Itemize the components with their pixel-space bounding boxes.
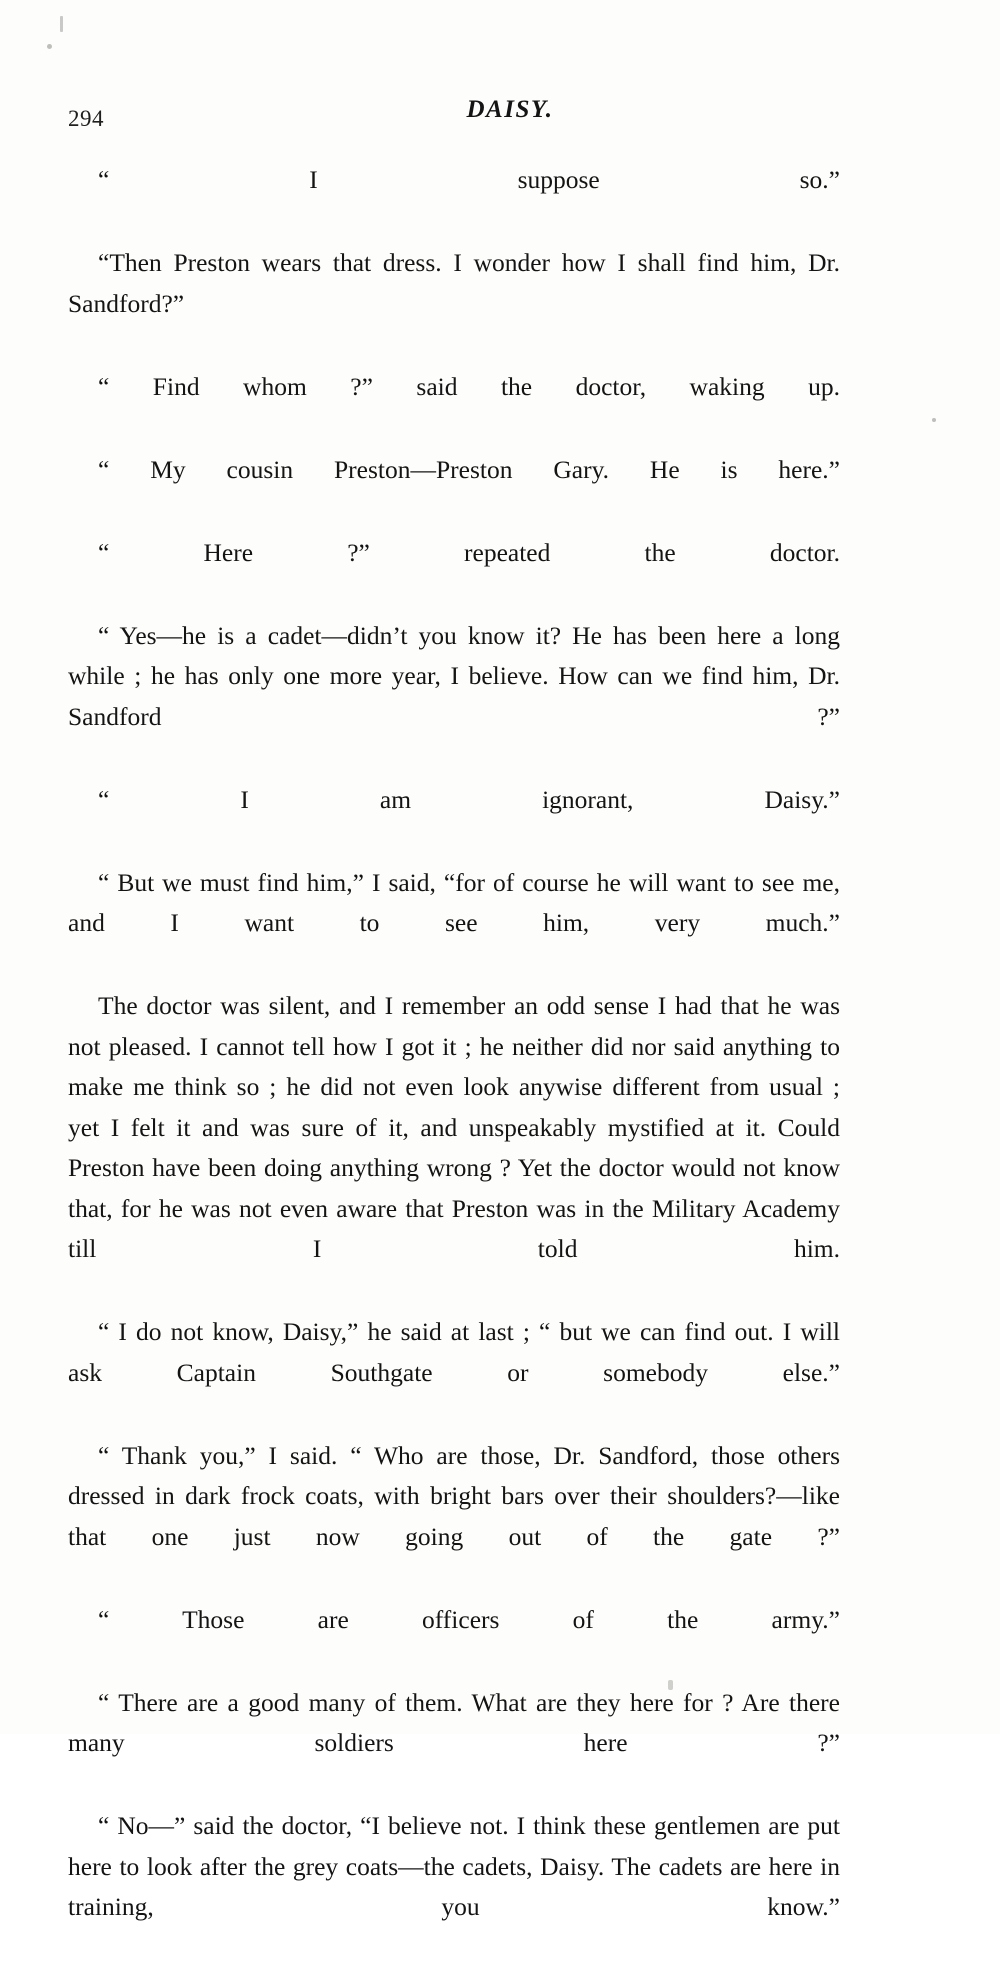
paragraph: “ Yes—he is a cadet—didn’t you know it? He has been here a long while ; he has only one more year, I believe. How can we find him, Dr. Sandford ?” [68, 620, 840, 731]
paragraph: The doctor was silent, and I remember an odd sense I had that he was not pleased. I cannot tell how I got it ; he neither did nor said anything to make me think so ; he did not even look anywise different from usual ; yet I felt it and was sure of it, and unspeakably mystified at it. Could Preston have been doing anything wrong ? Yet the doctor would not know that, for he was not even aware that Preston was in the Military Academy till I told him. [68, 991, 840, 1263]
page-header [0, 96, 1000, 136]
paragraph: “ But we must find him,” I said, “for of course he will want to see me, and I want to see him, very much.” [68, 867, 840, 937]
paragraph: “ I do not know, Daisy,” he said at last ; “ but we can find out. I will ask Captain Southgate or somebody else.” [68, 1317, 840, 1387]
paragraph: “ My cousin Preston—Preston Gary. He is here.” [98, 454, 840, 484]
body-text [68, 160, 840, 1968]
running-head: DAISY. [466, 96, 554, 123]
paragraph: “ Thank you,” I said. “ Who are those, Dr. Sandford, those others dressed in dark frock coats, with bright bars over their shoulders?—like that one just now going out of the gate ?” [68, 1440, 840, 1551]
paragraph: “ Those are officers of the army.” [98, 1604, 840, 1634]
scan-artifact [932, 418, 936, 422]
paragraph: “ I am ignorant, Daisy.” [98, 784, 840, 814]
paragraph: “Then Preston wears that dress. I wonder how I shall find him, Dr. Sandford?” [68, 248, 840, 318]
paragraph: “ No—” said the doctor, “I believe not. I think these gentlemen are put here to look after the grey coats—the cadets, Daisy. The cadets are here in training, you know.” [68, 1811, 840, 1921]
paragraph: “ Here ?” repeated the doctor. [98, 537, 840, 567]
scan-artifact [60, 16, 63, 32]
scan-artifact [47, 44, 52, 49]
paragraph: “ Find whom ?” said the doctor, waking up. [98, 371, 840, 401]
paragraph: “ There are a good many of them. What are they here for ? Are there many soldiers here ?” [68, 1687, 840, 1757]
page-number: 294 [68, 106, 104, 131]
paragraph: “ I suppose so.” [98, 165, 840, 194]
